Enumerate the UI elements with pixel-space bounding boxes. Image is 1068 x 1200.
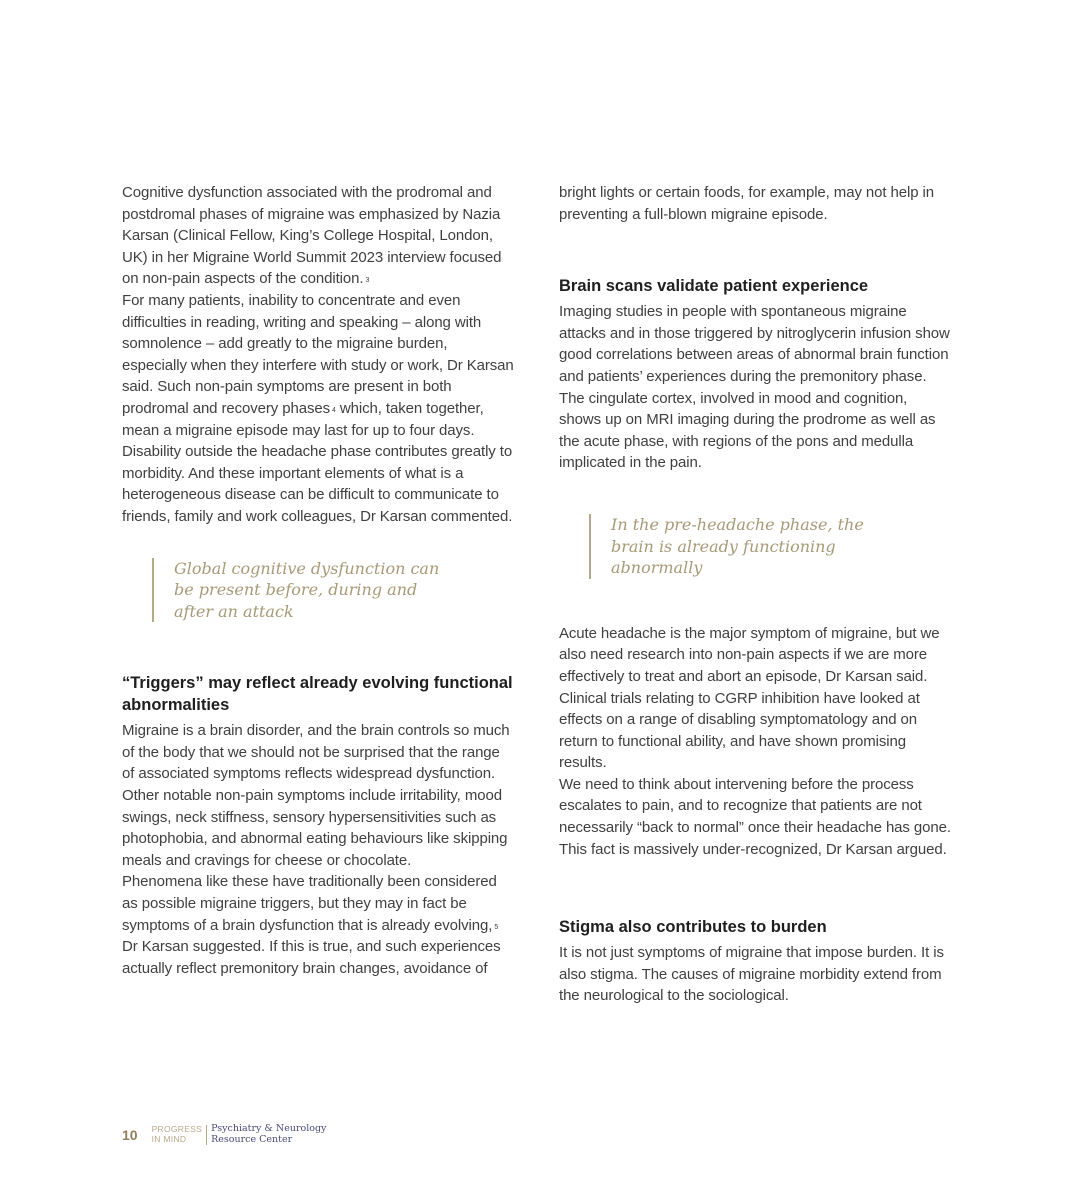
paragraph: Acute headache is the major symptom of migraine, but we also need research into non-pain aspects if we are more effectively to treat and abort an episode, Dr Karsan said. Clinical trials relating to CGRP inhibition have looked at effects on a range of disabling symptomatology and on return to functional ability, and have shown promising results. xyxy=(559,624,940,772)
paragraph: It is not just symptoms of migraine that impose burden. It is also stigma. The causes of migraine morbidity extend from the neurological to the sociological. xyxy=(559,944,944,1005)
paragraph: Migraine is a brain disorder, and the brain controls so much of the body that we should not be surprised that the range of associated symptoms reflects widespread dysfunction. xyxy=(122,722,510,783)
reference-marker: 4 xyxy=(332,406,336,414)
paragraph: bright lights or certain foods, for example, may not help in preventing a full-blown migraine episode. xyxy=(559,184,935,223)
paragraph-text: which, taken together, mean a migraine episode may last for up to four days. xyxy=(122,399,484,439)
paragraph: We need to think about intervening before the process escalates to pain, and to recognize that patients are not necessarily “back to normal” once their headache has gone. This fact is massively under-recognized, Dr Karsan argued. xyxy=(559,775,951,858)
brand-divider xyxy=(206,1125,207,1145)
paragraph xyxy=(122,871,514,979)
reference-marker: 5 xyxy=(494,923,499,931)
paragraph xyxy=(122,290,514,441)
right-column xyxy=(559,182,951,1007)
brand-line: PROGRESS xyxy=(151,1124,203,1134)
paragraph-text: Dr Karsan suggested. If this is true, and such experiences actually reflect premonitory brain changes, avoidance of xyxy=(122,938,501,977)
page-number: 10 xyxy=(122,1126,138,1143)
paragraph xyxy=(122,182,514,290)
left-column xyxy=(122,182,514,979)
brand-line: IN MIND xyxy=(151,1133,187,1144)
paragraph: Imaging studies in people with spontaneous migraine attacks and in those triggered by nitroglycerin infusion show good correlations between areas of abnormal brain function and patients’ experiences during the premonitory phase. xyxy=(559,303,950,385)
resource-center-line: Resource Center xyxy=(211,1133,293,1145)
paragraph-text: Cognitive dysfunction associated with the prodromal and postdromal phases of migraine was emphasized by Nazia Karsan (Clinical Fellow, King’s College Hospital, London, UK) in her Migraine World Summit 2023 interview focused on non-pain aspects of the condition. xyxy=(122,184,502,288)
paragraph: The cingulate cortex, involved in mood and cognition, shows up on MRI imaging during the prodrome as well as the acute phase, with regions of the pons and medulla implicated in the pain. xyxy=(559,389,936,472)
page-footer xyxy=(122,1124,326,1145)
paragraph-text: For many patients, inability to concentrate and even difficulties in reading, writing and speaking – along with somnolence – add greatly to the migraine burden, especially when they interfere with study or work, Dr Karsan said. Such non-pain symptoms are present in both prodromal and recovery phases xyxy=(122,291,514,417)
reference-marker: 3 xyxy=(365,277,370,285)
resource-center-line: Psychiatry & Neurology xyxy=(211,1123,327,1134)
section-heading: Brain scans validate patient experience xyxy=(559,277,869,296)
paragraph: Other notable non-pain symptoms include irritability, mood swings, neck stiffness, sensory hypersensitivities such as photophobia, and abnormal eating behaviours like skipping meals and cravings for cheese or chocolate. xyxy=(122,787,508,869)
paragraph-text: Phenomena like these have traditionally been considered as possible migraine triggers, but they may in fact be symptoms of a brain dysfunction that is already evolving, xyxy=(122,873,497,934)
section-heading: “Triggers” may reflect already evolving functional abnormalities xyxy=(122,674,513,715)
pull-quote: Global cognitive dysfunction can be present before, during and after an attack xyxy=(152,558,454,623)
section-heading: Stigma also contributes to burden xyxy=(559,918,827,937)
pull-quote: In the pre-headache phase, the brain is already functioning abnormally xyxy=(589,514,911,579)
brand-logo xyxy=(152,1125,207,1144)
paragraph: Disability outside the headache phase contributes greatly to morbidity. And these important elements of what is a heterogeneous disease can be difficult to communicate to friends, family and work colleagues, Dr Karsan commented. xyxy=(122,443,513,525)
resource-center-label xyxy=(211,1124,326,1145)
